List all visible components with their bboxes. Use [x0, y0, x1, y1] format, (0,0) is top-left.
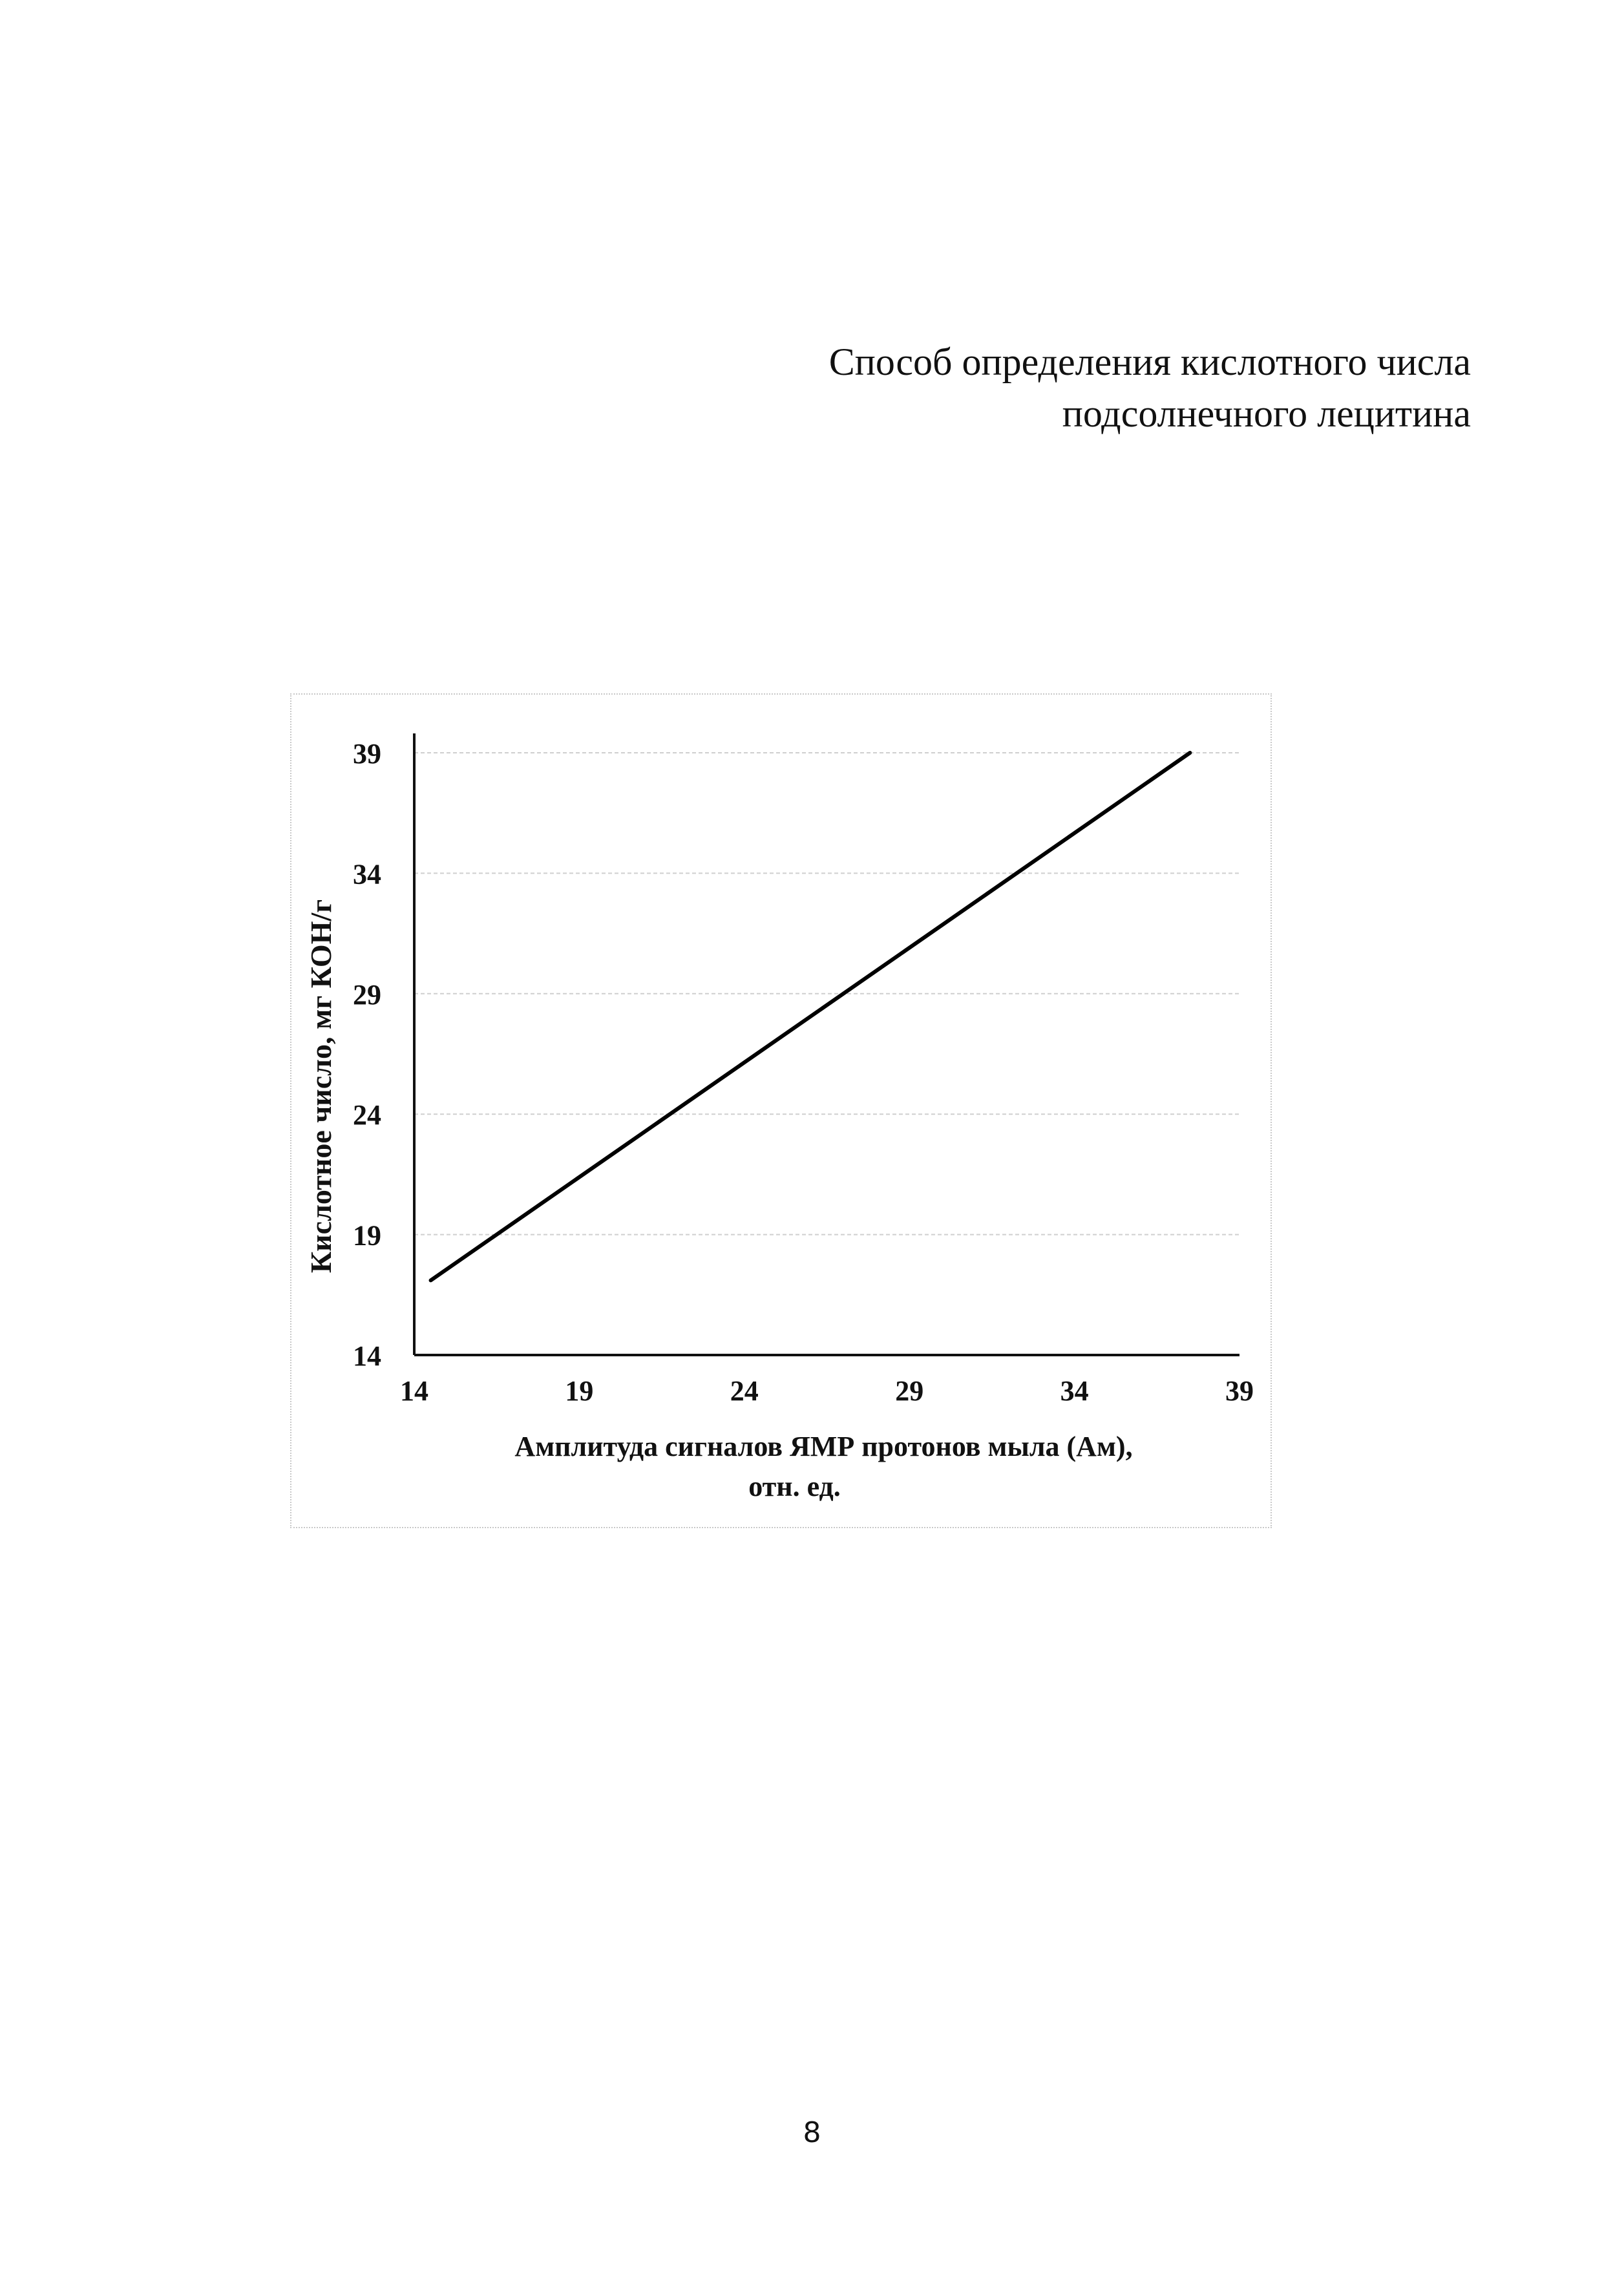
- x-tick-label-29: 29: [895, 1375, 924, 1407]
- x-tick-label-34: 34: [1060, 1375, 1089, 1407]
- y-tick-label-24: 24: [353, 1099, 381, 1131]
- series-line-calibration: [431, 753, 1190, 1280]
- series: [431, 753, 1190, 1280]
- x-axis-label-line-1: Амплитуда сигналов ЯМР протонов мыла (Ам),: [514, 1431, 1133, 1462]
- grid-lines: [414, 753, 1239, 1235]
- y-tick-label-14: 14: [353, 1340, 381, 1372]
- document-title-line-2: подсолнечного лецитина: [1062, 392, 1471, 435]
- y-tick-label-29: 29: [353, 978, 381, 1011]
- y-axis-label: Кислотное число, мг КОН/г: [304, 899, 337, 1274]
- y-tick-label-19: 19: [353, 1219, 381, 1252]
- y-tick-labels: [353, 738, 381, 1372]
- x-tick-label-19: 19: [565, 1375, 594, 1407]
- x-tick-labels: [400, 1375, 1254, 1407]
- x-tick-label-14: 14: [400, 1375, 428, 1407]
- x-axis-label-line-2: отн. ед.: [748, 1471, 841, 1502]
- x-tick-label-39: 39: [1225, 1375, 1254, 1407]
- document-title-line-1: Способ определения кислотного числа: [828, 341, 1471, 383]
- y-tick-label-34: 34: [353, 858, 381, 890]
- y-tick-label-39: 39: [353, 738, 381, 770]
- axes: [414, 733, 1239, 1355]
- page-number: 8: [803, 2116, 821, 2149]
- x-tick-label-24: 24: [730, 1375, 759, 1407]
